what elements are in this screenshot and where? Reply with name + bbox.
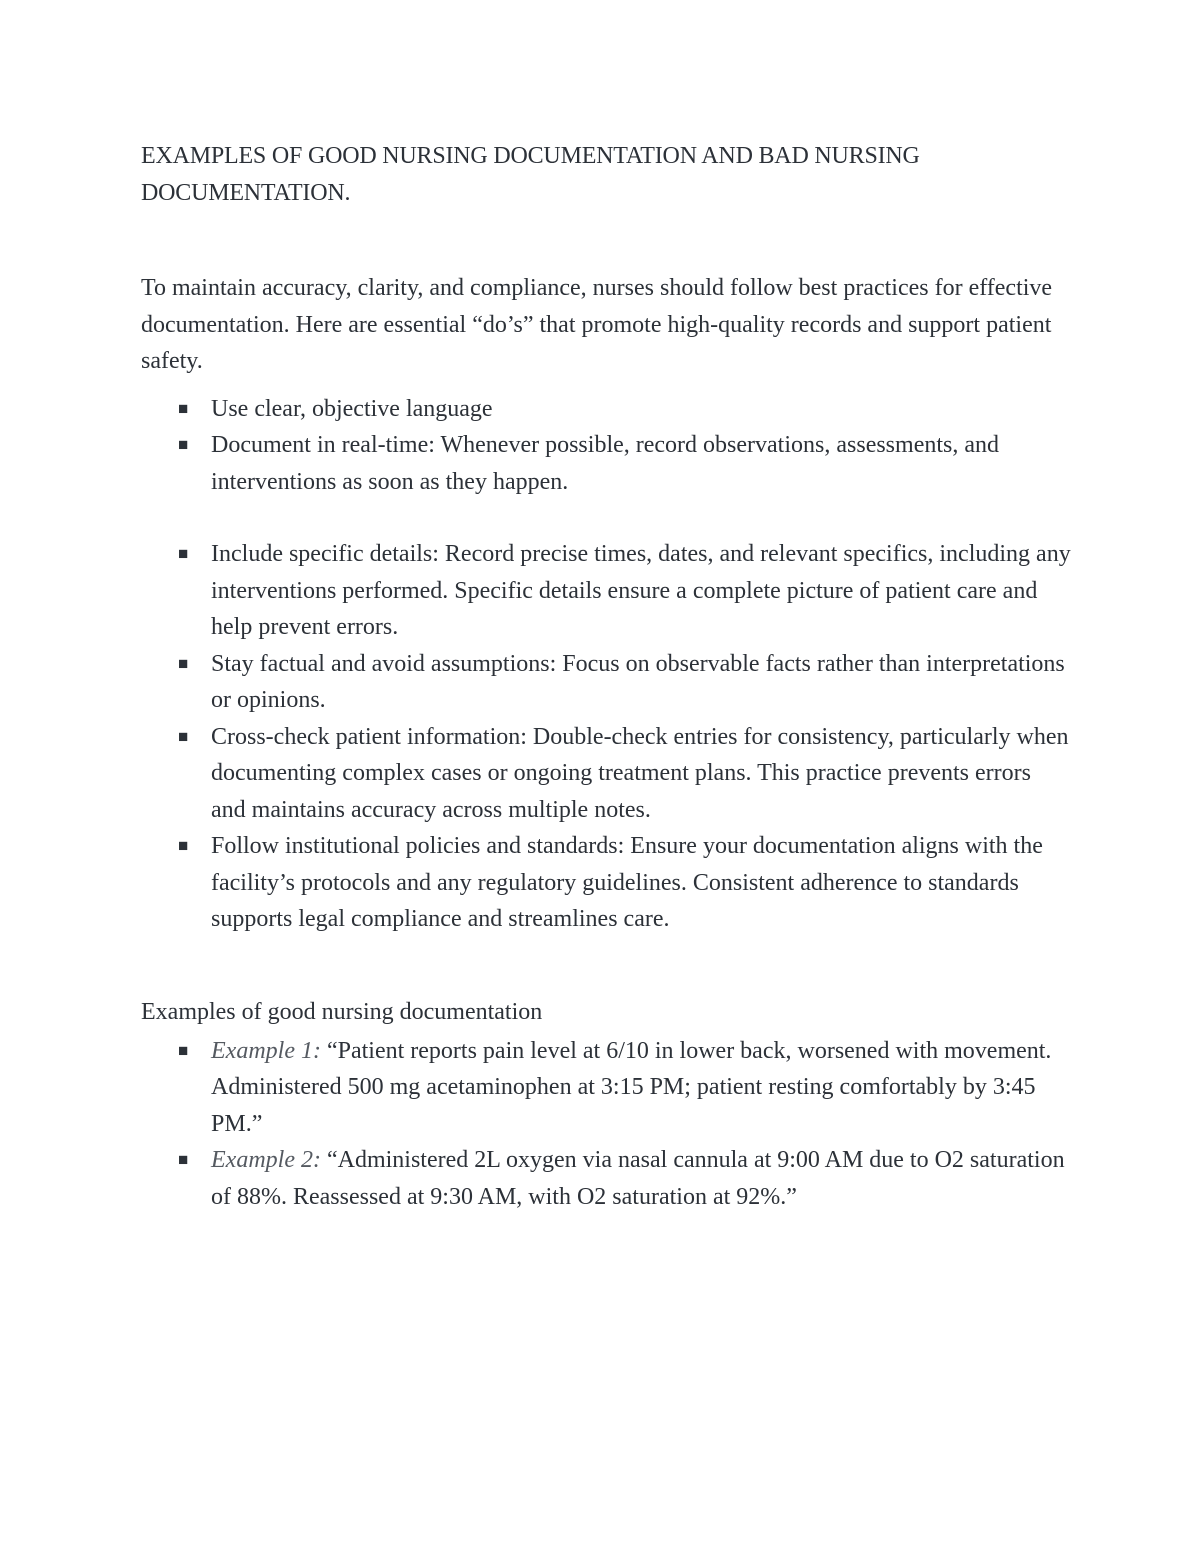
list-item [141, 391, 1071, 428]
good-examples-list [141, 1033, 1071, 1216]
dos-list [141, 391, 1071, 938]
document-title: EXAMPLES OF GOOD NURSING DOCUMENTATION AND BAD NURSING DOCUMENTATION. [141, 143, 920, 206]
list-item [141, 646, 1071, 719]
list-item [141, 1033, 1071, 1143]
square-bullet-icon: ■ [178, 1150, 189, 1169]
document-body [141, 138, 1071, 1215]
intro-paragraph: To maintain accuracy, clarity, and compliance, nurses should follow best practices for effective documentation. Here are essential “do’s” that promote high-quality records and support patient safety. [141, 275, 1053, 374]
list-item-text: Cross-check patient information: Double-check entries for consistency, particularly when documenting complex cases or ongoing treatment plans. This practice prevents errors and maintains accuracy across multiple notes. [211, 723, 1069, 823]
good-examples-heading: Examples of good nursing documentation [141, 998, 543, 1025]
square-bullet-icon: ■ [178, 398, 189, 418]
list-item [141, 719, 1071, 829]
example-label: Example 2: [211, 1147, 321, 1173]
example-text: “Administered 2L oxygen via nasal cannula at 9:00 AM due to O2 saturation of 88%. Reassessed at 9:30 AM, with O2 saturation at 92%.” [211, 1147, 1065, 1210]
square-bullet-icon: ■ [178, 836, 189, 855]
square-bullet-icon: ■ [178, 544, 189, 563]
list-item-text: Follow institutional policies and standards: Ensure your documentation aligns with the facility’s protocols and any regulatory guidelines. Consistent adherence to standards supports legal compliance and streamlines care. [211, 833, 1043, 932]
example-text: “Patient reports pain level at 6/10 in lower back, worsened with movement. Administered 500 mg acetaminophen at 3:15 PM; patient resting comfortably by 3:45 PM.” [211, 1037, 1052, 1137]
square-bullet-icon: ■ [178, 435, 189, 454]
list-item-text: Stay factual and avoid assumptions: Focus on observable facts rather than interpretations or opinions. [211, 650, 1065, 713]
square-bullet-icon: ■ [178, 1040, 189, 1060]
square-bullet-icon: ■ [178, 726, 189, 746]
list-item [141, 536, 1071, 646]
square-bullet-icon: ■ [178, 653, 189, 673]
list-item [141, 1142, 1071, 1215]
list-item-text: Use clear, objective language [211, 395, 493, 422]
list-item-text: Document in real-time: Whenever possible, record observations, assessments, and interventions as soon as they happen. [211, 432, 1000, 495]
list-item-text: Include specific details: Record precise times, dates, and relevant specifics, including any interventions performed. Specific details ensure a complete picture of patient care and help prevent errors. [211, 541, 1071, 640]
list-item [141, 427, 1071, 500]
list-item [141, 828, 1071, 938]
example-label: Example 1: [211, 1037, 321, 1064]
